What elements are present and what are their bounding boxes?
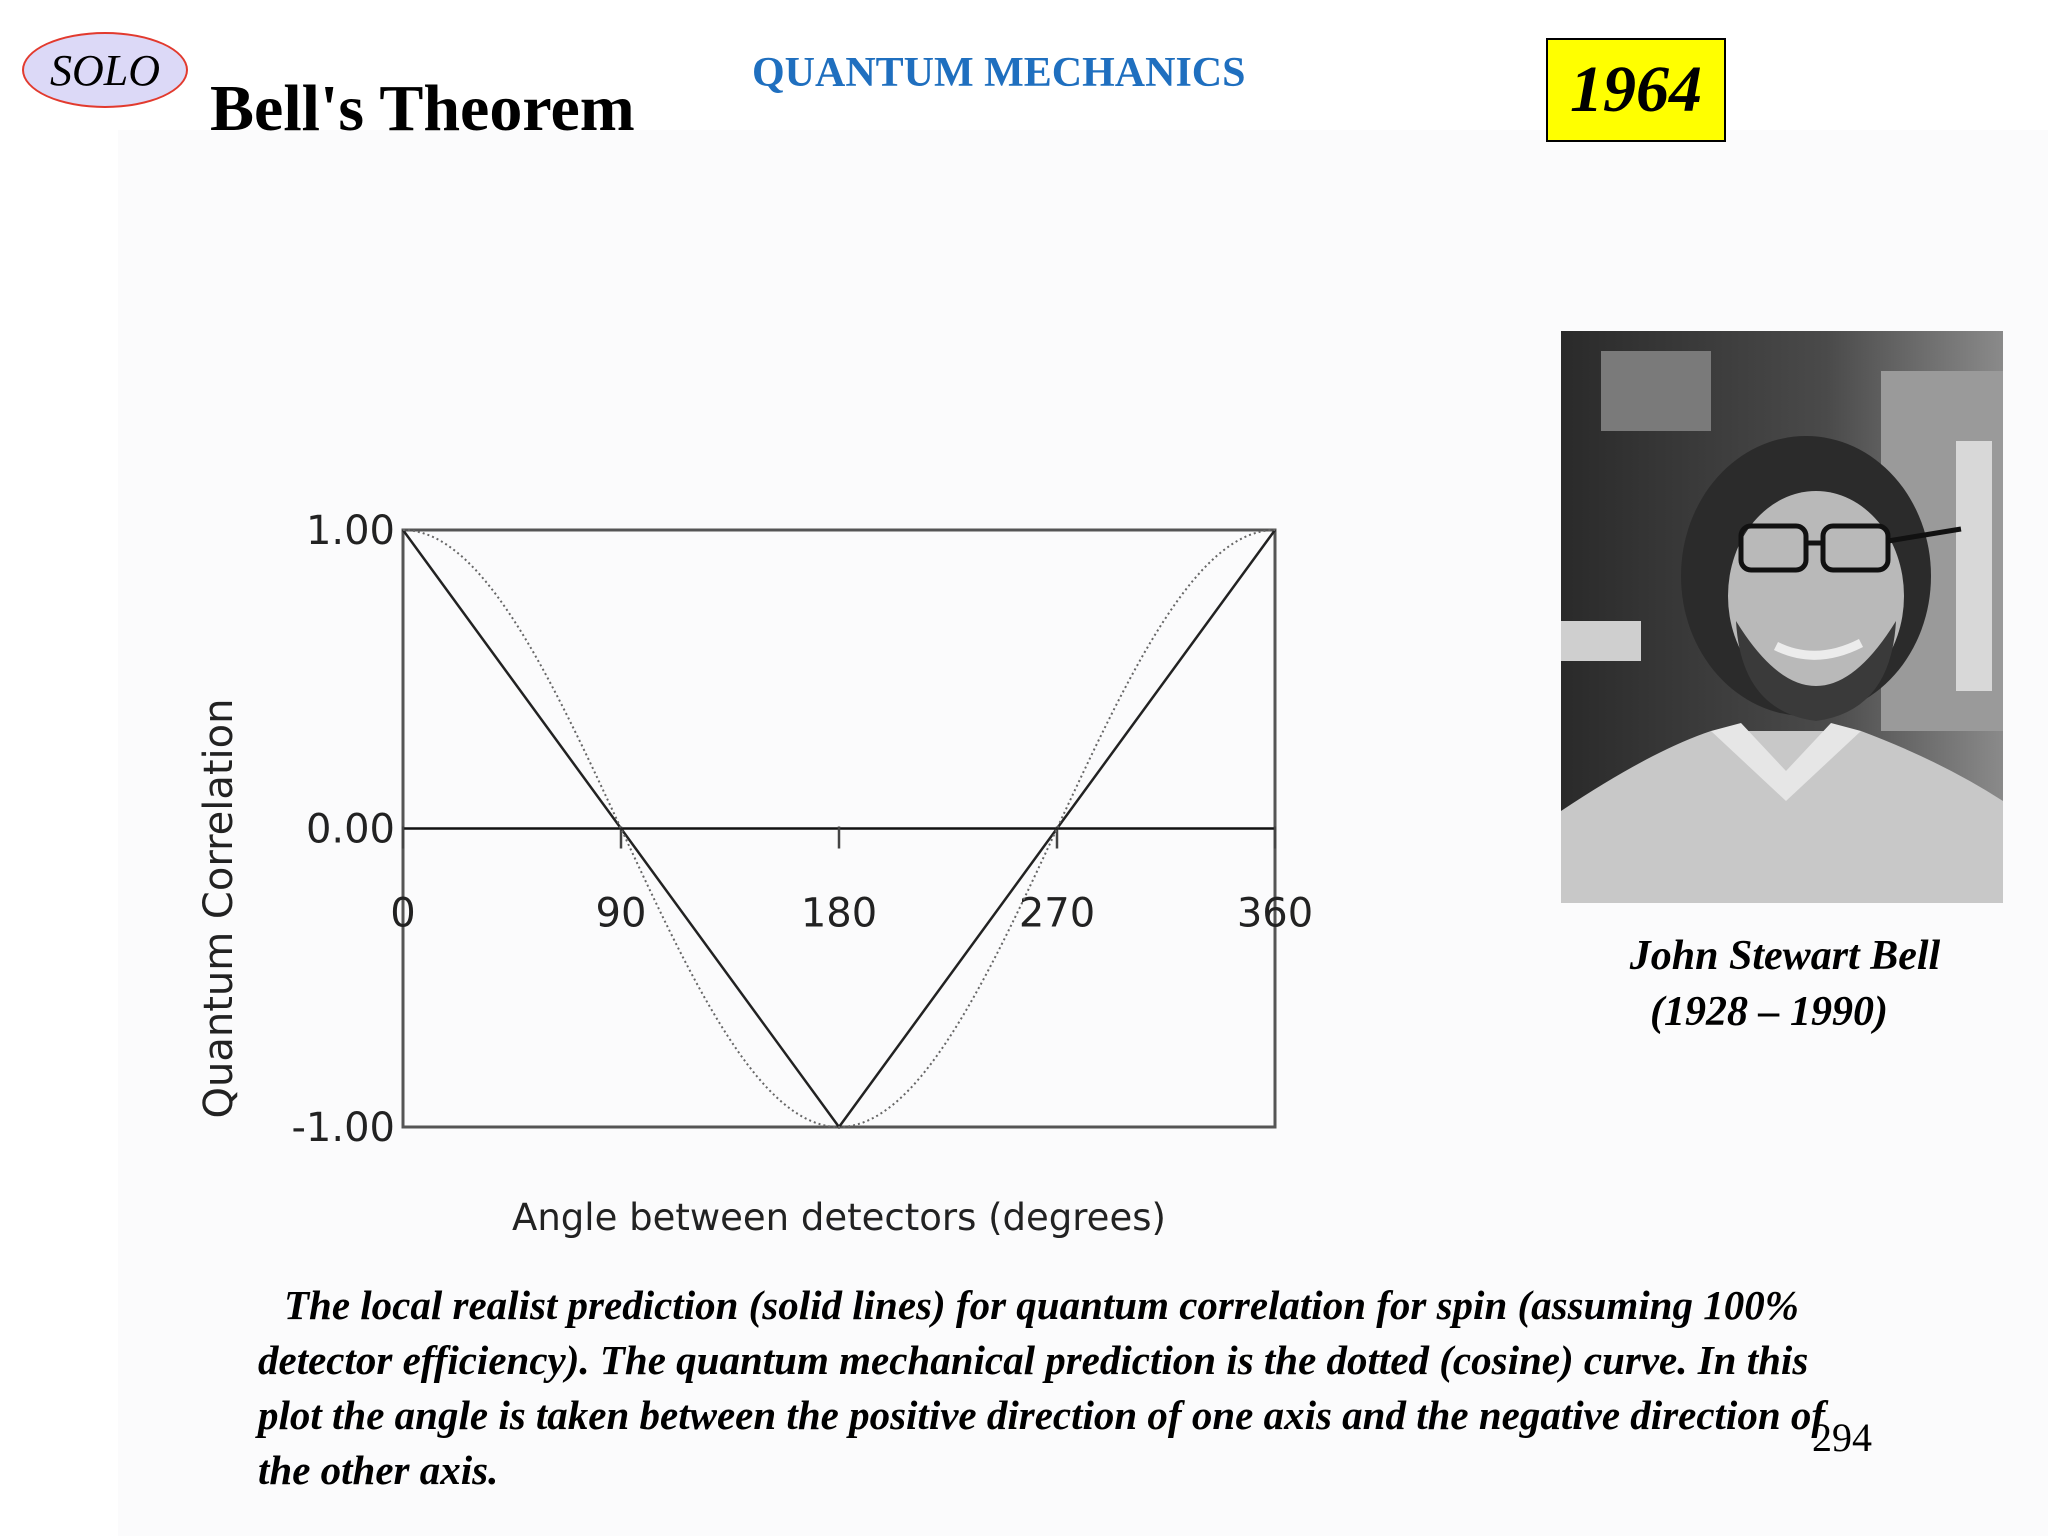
solo-badge-label: SOLO <box>49 45 161 95</box>
y-axis-label: Quantum Correlation <box>196 698 242 1119</box>
section-header: QUANTUM MECHANICS <box>752 50 1246 96</box>
x-tick-label: 270 <box>1018 890 1096 937</box>
portrait-photo <box>1561 331 2003 903</box>
person-name: John Stewart Bell <box>1629 933 1941 979</box>
year-label: 1964 <box>1570 53 1702 126</box>
x-tick-label: 0 <box>390 890 416 937</box>
correlation-chart <box>150 480 1340 1240</box>
year-box <box>1546 38 1726 142</box>
figure-caption: The local realist prediction (solid lines) for quantum correlation for spin (assuming 100% detector efficiency). The quantum mechanical prediction is the dotted (cosine) curve. In this plot the angle is taken between the positive direction of one axis and the negative direction of the other axis. <box>258 1282 1826 1493</box>
y-tick-label: 0.00 <box>305 806 395 853</box>
y-tick-label: -1.00 <box>291 1105 395 1151</box>
y-tick-label: 1.00 <box>305 508 395 554</box>
x-tick-label: 180 <box>800 890 878 937</box>
slide-number: 294 <box>1812 1415 1872 1460</box>
x-tick-label: 90 <box>595 890 647 937</box>
person-years: (1928 – 1990) <box>1650 989 1888 1035</box>
x-tick-label: 360 <box>1236 890 1314 937</box>
chart-svg <box>150 480 1340 1240</box>
x-axis-label: Angle between detectors (degrees) <box>512 1196 1166 1239</box>
person-caption <box>1560 928 2010 1040</box>
solo-badge <box>22 32 188 108</box>
slide-title: Bell's Theorem <box>210 72 635 145</box>
